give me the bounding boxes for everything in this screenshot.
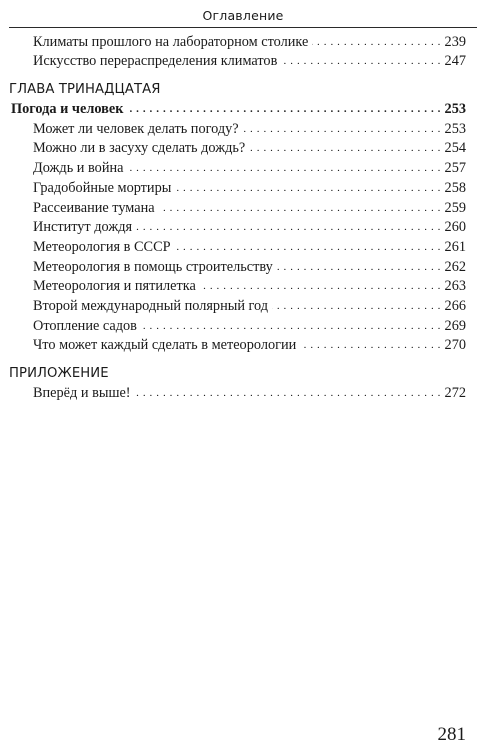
toc-entry[interactable] — [9, 218, 466, 238]
entry-title: Второй международный полярный год — [33, 297, 269, 314]
dot-leader — [175, 241, 441, 253]
chapter-heading: ПРИЛОЖЕНИЕ — [9, 366, 109, 382]
dot-leader — [135, 387, 441, 399]
entry-title: Метеорология и пятилетка — [33, 278, 196, 295]
dot-leader — [277, 261, 441, 273]
toc-entry[interactable] — [9, 52, 466, 72]
chapter-heading: ГЛАВА ТРИНАДЦАТАЯ — [9, 82, 161, 98]
dot-leader — [243, 123, 441, 135]
entry-title: Может ли человек делать погоду? — [33, 120, 239, 137]
dot-leader — [159, 202, 441, 214]
toc-entry[interactable] — [9, 316, 466, 336]
entry-title: Что может каждый сделать в метеорологии — [33, 337, 297, 354]
entry-page-number: 259 — [444, 199, 466, 216]
entry-page-number: 258 — [444, 179, 466, 196]
entry-title: Дождь и война — [33, 160, 124, 177]
entry-title: Можно ли в засуху сделать дождь? — [33, 140, 246, 157]
dot-leader — [281, 55, 441, 67]
dot-leader — [200, 280, 441, 292]
toc-entry[interactable] — [9, 257, 466, 277]
dot-leader — [249, 142, 441, 154]
entry-page-number: 262 — [444, 258, 466, 275]
toc-entry[interactable] — [9, 277, 466, 297]
entry-title: Метеорология в помощь строительству — [33, 258, 273, 275]
toc-entry[interactable] — [9, 158, 466, 178]
entry-page-number: 257 — [444, 160, 466, 177]
entry-title: Вперёд и выше! — [33, 385, 131, 401]
toc-entry[interactable] — [9, 237, 466, 257]
toc-entry[interactable] — [9, 32, 466, 52]
entry-page-number: 266 — [444, 297, 466, 314]
entry-title: Климаты прошлого на лабораторном столике — [33, 33, 309, 50]
entry-title: Рассеивание тумана — [33, 199, 155, 216]
table-of-contents — [9, 32, 466, 403]
toc-entry[interactable] — [9, 178, 466, 198]
entry-page-number: 270 — [444, 337, 466, 354]
entry-page-number: 261 — [444, 238, 466, 255]
entry-page-number: 269 — [444, 317, 466, 334]
toc-entry[interactable] — [9, 336, 466, 356]
page-number: 281 — [437, 724, 466, 745]
dot-leader — [127, 103, 441, 115]
toc-entry[interactable] — [9, 119, 466, 139]
entry-page-number: 263 — [444, 278, 466, 295]
dot-leader — [136, 221, 441, 233]
dot-leader — [175, 182, 441, 194]
toc-section-entry[interactable] — [9, 99, 466, 119]
dot-leader — [272, 300, 441, 312]
entry-page-number: 239 — [444, 33, 466, 50]
entry-page-number: 272 — [444, 385, 466, 401]
dot-leader — [312, 36, 441, 48]
entry-title: Отопление садов — [33, 317, 137, 334]
entry-title: Градобойные мортиры — [33, 179, 172, 196]
entry-title: Метеорология в СССР — [33, 238, 171, 255]
toc-entry[interactable] — [9, 198, 466, 218]
dot-leader — [141, 320, 441, 332]
entry-page-number: 253 — [444, 120, 466, 137]
entry-title: Искусство перераспределения климатов — [33, 53, 278, 70]
dot-leader — [300, 339, 441, 351]
entry-page-number: 253 — [444, 101, 466, 118]
dot-leader — [127, 162, 441, 174]
entry-page-number: 247 — [444, 53, 466, 70]
entry-page-number: 254 — [444, 140, 466, 157]
entry-title: Институт дождя — [33, 219, 133, 236]
toc-entry[interactable] — [9, 139, 466, 159]
toc-entry[interactable] — [9, 296, 466, 316]
running-head: Оглавление — [9, 0, 477, 28]
toc-entry[interactable] — [9, 383, 466, 403]
entry-page-number: 260 — [444, 219, 466, 236]
entry-title: Погода и человек — [11, 101, 124, 118]
